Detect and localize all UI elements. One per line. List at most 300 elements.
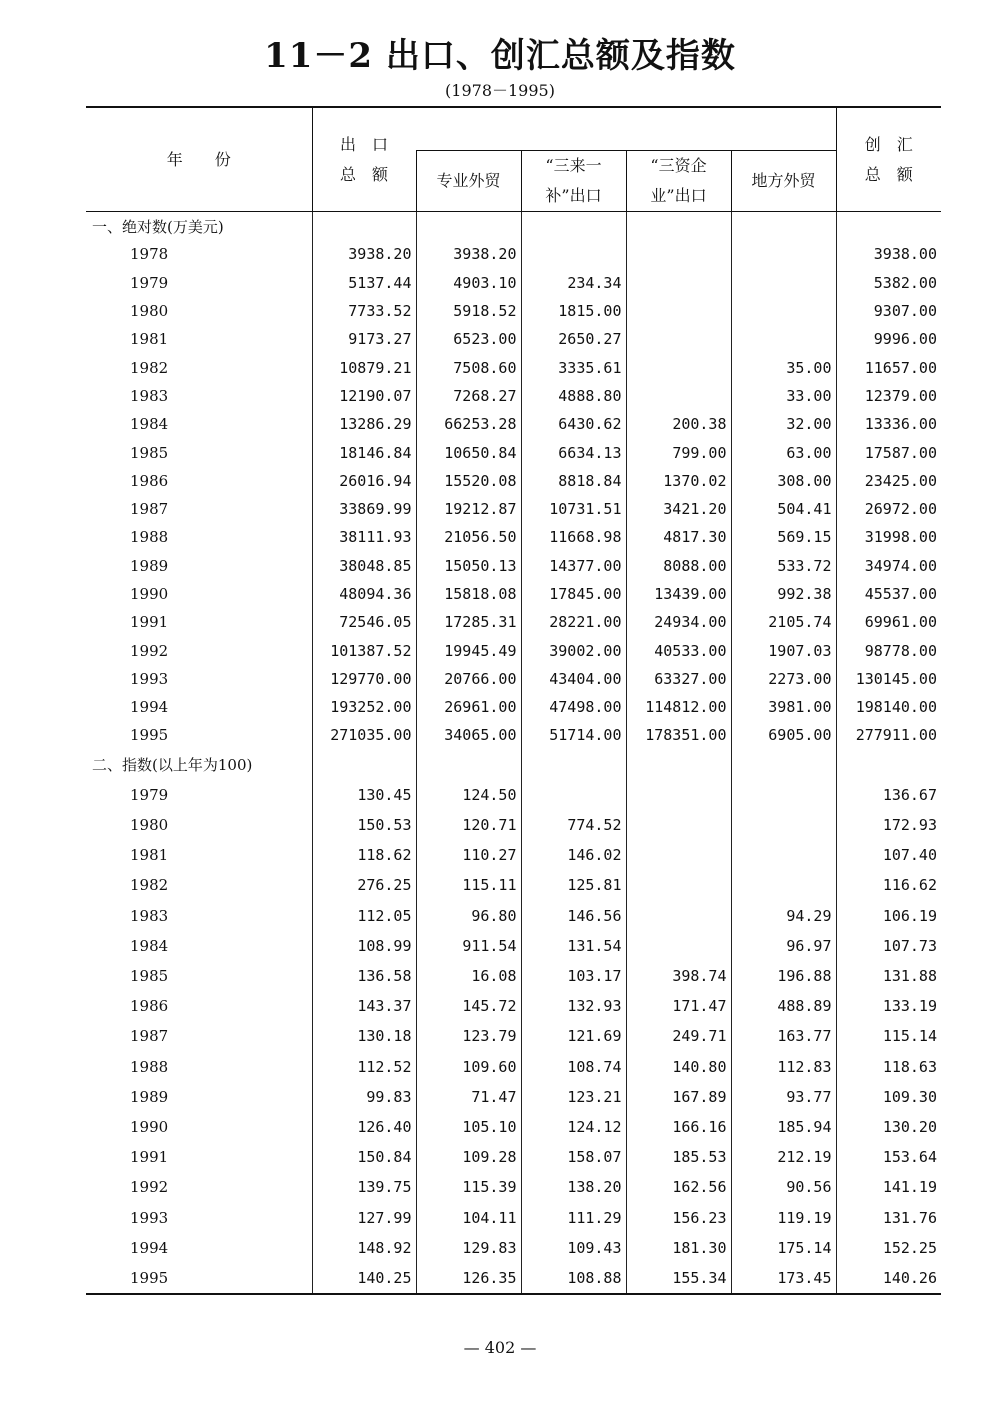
processing-export-cell: 43404.00 [521,665,626,693]
table-row [86,1052,941,1082]
foreign-invested-export-cell: 166.16 [626,1112,731,1142]
specialized-trade-cell: 105.10 [416,1112,521,1142]
specialized-trade-cell: 115.39 [416,1172,521,1202]
local-trade-cell: 35.00 [731,353,836,381]
processing-export-cell: 158.07 [521,1142,626,1172]
empty-cell [731,212,836,241]
foreign-invested-export-cell: 171.47 [626,991,731,1021]
table-row [86,1263,941,1294]
table-row [86,991,941,1021]
local-trade-cell: 185.94 [731,1112,836,1142]
specialized-trade-cell: 15520.08 [416,467,521,495]
foreign-invested-export-cell: 799.00 [626,438,731,466]
export-total-cell: 112.52 [312,1052,416,1082]
local-trade-cell: 90.56 [731,1172,836,1202]
earnings-total-cell: 133.19 [836,991,941,1021]
foreign-invested-export-cell [626,325,731,353]
local-trade-cell [731,297,836,325]
empty-cell [626,750,731,780]
local-trade-cell [731,810,836,840]
local-trade-cell: 488.89 [731,991,836,1021]
processing-export-cell: 3335.61 [521,353,626,381]
specialized-trade-cell: 120.71 [416,810,521,840]
table-row [86,1202,941,1232]
local-trade-cell: 33.00 [731,382,836,410]
empty-cell [312,750,416,780]
local-trade-cell: 2273.00 [731,665,836,693]
export-total-cell: 38048.85 [312,552,416,580]
year-cell: 1991 [130,1148,169,1167]
earnings-total-cell: 69961.00 [836,608,941,636]
export-total-cell: 72546.05 [312,608,416,636]
specialized-trade-cell: 123.79 [416,1021,521,1051]
earnings-total-cell: 9996.00 [836,325,941,353]
specialized-trade-cell: 115.11 [416,870,521,900]
processing-export-cell [521,240,626,268]
specialized-trade-cell: 19212.87 [416,495,521,523]
table-row [86,467,941,495]
specialized-trade-cell: 124.50 [416,780,521,810]
earnings-total-cell: 130145.00 [836,665,941,693]
earnings-total-cell: 98778.00 [836,636,941,664]
header-processing-export: “三来一 补”出口 [521,151,626,212]
local-trade-cell: 2105.74 [731,608,836,636]
processing-export-cell: 123.21 [521,1082,626,1112]
specialized-trade-cell: 911.54 [416,931,521,961]
earnings-total-cell: 34974.00 [836,552,941,580]
year-cell: 1990 [130,1117,169,1136]
specialized-trade-cell: 109.28 [416,1142,521,1172]
processing-export-cell: 108.74 [521,1052,626,1082]
earnings-total-cell: 109.30 [836,1082,941,1112]
foreign-invested-export-cell: 167.89 [626,1082,731,1112]
processing-export-cell: 103.17 [521,961,626,991]
section-label: 一、绝对数(万美元) [92,217,224,236]
foreign-invested-export-cell: 140.80 [626,1052,731,1082]
earnings-total-cell: 13336.00 [836,410,941,438]
specialized-trade-cell: 10650.84 [416,438,521,466]
processing-export-cell: 132.93 [521,991,626,1021]
specialized-trade-cell: 15050.13 [416,552,521,580]
earnings-total-cell: 45537.00 [836,580,941,608]
processing-export-cell [521,780,626,810]
table-body [86,212,941,1295]
year-cell: 1985 [130,443,169,462]
header-breakdown-group [416,107,836,151]
earnings-total-cell: 26972.00 [836,495,941,523]
table-row [86,325,941,353]
local-trade-cell [731,240,836,268]
table-row [86,665,941,693]
year-cell: 1986 [130,471,169,490]
page-number: — 402 — [463,1338,537,1357]
empty-cell [312,212,416,241]
processing-export-cell: 121.69 [521,1021,626,1051]
year-cell: 1988 [130,528,169,547]
export-table-container [86,106,941,1295]
earnings-total-cell: 152.25 [836,1233,941,1263]
year-cell: 1995 [86,1263,312,1294]
table-row [86,552,941,580]
year-cell: 1979 [130,273,169,292]
local-trade-cell: 504.41 [731,495,836,523]
table-row [86,693,941,721]
table-row [86,523,941,551]
year-cell: 1992 [130,641,169,660]
foreign-invested-export-cell [626,240,731,268]
export-total-cell: 148.92 [312,1233,416,1263]
processing-export-cell: 124.12 [521,1112,626,1142]
export-earnings-table [86,106,941,1295]
local-trade-cell: 175.14 [731,1233,836,1263]
table-row [86,961,941,991]
year-cell: 1984 [130,415,169,434]
year-cell: 1993 [130,1208,169,1227]
specialized-trade-cell: 71.47 [416,1082,521,1112]
processing-export-cell: 108.88 [521,1263,626,1294]
table-row [86,810,941,840]
table-row [86,901,941,931]
table-row [86,608,941,636]
foreign-invested-export-cell: 155.34 [626,1263,731,1294]
earnings-total-cell: 9307.00 [836,297,941,325]
local-trade-cell [731,325,836,353]
header-local-trade: 地方外贸 [731,151,836,212]
local-trade-cell: 196.88 [731,961,836,991]
foreign-invested-export-cell: 63327.00 [626,665,731,693]
header-foreign-invested-export: “三资企 业”出口 [626,151,731,212]
export-total-cell: 26016.94 [312,467,416,495]
local-trade-cell: 32.00 [731,410,836,438]
earnings-total-cell: 107.73 [836,931,941,961]
earnings-total-cell: 172.93 [836,810,941,840]
earnings-total-cell: 23425.00 [836,467,941,495]
export-total-cell: 10879.21 [312,353,416,381]
year-cell: 1995 [130,726,169,745]
local-trade-cell: 94.29 [731,901,836,931]
local-trade-cell: 212.19 [731,1142,836,1172]
local-trade-cell: 1907.03 [731,636,836,664]
table-row [86,495,941,523]
foreign-invested-export-cell: 4817.30 [626,523,731,551]
year-cell: 1982 [130,358,169,377]
table-row [86,269,941,297]
year-cell: 1986 [130,997,169,1016]
earnings-total-cell: 115.14 [836,1021,941,1051]
processing-export-cell: 8818.84 [521,467,626,495]
table-row [86,721,941,749]
year-cell: 1985 [130,967,169,986]
earnings-total-cell: 11657.00 [836,353,941,381]
empty-cell [416,750,521,780]
earnings-total-cell: 131.76 [836,1202,941,1232]
export-total-cell: 193252.00 [312,693,416,721]
export-total-cell: 127.99 [312,1202,416,1232]
processing-export-cell: 125.81 [521,870,626,900]
year-cell: 1987 [130,1027,169,1046]
export-total-cell: 129770.00 [312,665,416,693]
processing-export-cell: 111.29 [521,1202,626,1232]
export-total-cell: 130.45 [312,780,416,810]
export-total-cell: 12190.07 [312,382,416,410]
export-total-cell: 101387.52 [312,636,416,664]
year-cell: 1990 [130,585,169,603]
year-cell: 1992 [130,1178,169,1197]
specialized-trade-cell: 104.11 [416,1202,521,1232]
specialized-trade-cell: 4903.10 [416,269,521,297]
foreign-invested-export-cell: 24934.00 [626,608,731,636]
earnings-total-cell: 198140.00 [836,693,941,721]
section-label: 二、指数(以上年为100) [92,756,253,775]
section-label-row [86,212,941,241]
local-trade-cell: 308.00 [731,467,836,495]
year-cell: 1980 [130,816,169,835]
foreign-invested-export-cell [626,810,731,840]
specialized-trade-cell: 21056.50 [416,523,521,551]
foreign-invested-export-cell: 156.23 [626,1202,731,1232]
processing-export-cell: 109.43 [521,1233,626,1263]
table-row [86,410,941,438]
table-header [86,107,941,212]
table-row [86,1142,941,1172]
earnings-total-cell: 130.20 [836,1112,941,1142]
foreign-invested-export-cell [626,382,731,410]
earnings-total-cell: 140.26 [836,1263,941,1294]
empty-cell [836,750,941,780]
year-cell: 1989 [130,556,169,575]
specialized-trade-cell: 34065.00 [416,721,521,749]
specialized-trade-cell: 15818.08 [416,580,521,608]
specialized-trade-cell: 19945.49 [416,636,521,664]
specialized-trade-cell: 17285.31 [416,608,521,636]
empty-cell [626,212,731,241]
processing-export-cell: 138.20 [521,1172,626,1202]
year-cell: 1983 [130,386,169,405]
processing-export-cell: 774.52 [521,810,626,840]
year-cell: 1981 [130,846,169,865]
processing-export-cell: 14377.00 [521,552,626,580]
foreign-invested-export-cell: 8088.00 [626,552,731,580]
specialized-trade-cell: 16.08 [416,961,521,991]
foreign-invested-export-cell: 200.38 [626,410,731,438]
empty-cell [521,212,626,241]
export-total-cell: 108.99 [312,931,416,961]
foreign-invested-export-cell [626,269,731,297]
specialized-trade-cell: 96.80 [416,901,521,931]
foreign-invested-export-cell [626,840,731,870]
export-total-cell: 276.25 [312,870,416,900]
export-total-cell: 33869.99 [312,495,416,523]
specialized-trade-cell: 7508.60 [416,353,521,381]
year-cell: 1988 [130,1057,169,1076]
local-trade-cell [731,840,836,870]
processing-export-cell: 11668.98 [521,523,626,551]
export-total-cell: 9173.27 [312,325,416,353]
year-cell: 1979 [130,785,169,804]
earnings-total-cell: 17587.00 [836,438,941,466]
local-trade-cell: 163.77 [731,1021,836,1051]
processing-export-cell: 39002.00 [521,636,626,664]
export-total-cell: 5137.44 [312,269,416,297]
year-cell: 1989 [130,1087,169,1106]
export-total-cell: 38111.93 [312,523,416,551]
earnings-total-cell: 277911.00 [836,721,941,749]
specialized-trade-cell: 26961.00 [416,693,521,721]
processing-export-cell: 17845.00 [521,580,626,608]
table-row [86,580,941,608]
foreign-invested-export-cell: 185.53 [626,1142,731,1172]
specialized-trade-cell: 129.83 [416,1233,521,1263]
export-total-cell: 139.75 [312,1172,416,1202]
earnings-total-cell: 153.64 [836,1142,941,1172]
processing-export-cell: 131.54 [521,931,626,961]
export-total-cell: 150.84 [312,1142,416,1172]
processing-export-cell: 234.34 [521,269,626,297]
header-year: 年 份 [86,107,312,212]
local-trade-cell: 112.83 [731,1052,836,1082]
processing-export-cell: 146.02 [521,840,626,870]
table-row [86,1082,941,1112]
foreign-invested-export-cell: 178351.00 [626,721,731,749]
local-trade-cell: 992.38 [731,580,836,608]
year-cell: 1987 [130,500,169,519]
header-export-total: 出 口 总 额 [312,107,416,212]
table-row [86,297,941,325]
processing-export-cell: 28221.00 [521,608,626,636]
local-trade-cell: 63.00 [731,438,836,466]
earnings-total-cell: 141.19 [836,1172,941,1202]
processing-export-cell: 4888.80 [521,382,626,410]
table-row [86,438,941,466]
table-row [86,636,941,664]
foreign-invested-export-cell: 162.56 [626,1172,731,1202]
specialized-trade-cell: 6523.00 [416,325,521,353]
export-total-cell: 13286.29 [312,410,416,438]
local-trade-cell [731,870,836,900]
processing-export-cell: 1815.00 [521,297,626,325]
foreign-invested-export-cell: 1370.02 [626,467,731,495]
year-range-subtitle: (1978－1995) [445,81,555,100]
earnings-total-cell: 5382.00 [836,269,941,297]
foreign-invested-export-cell [626,901,731,931]
foreign-invested-export-cell [626,780,731,810]
export-total-cell: 48094.36 [312,580,416,608]
year-cell: 1982 [130,876,169,895]
earnings-total-cell: 12379.00 [836,382,941,410]
header-specialized-trade: 专业外贸 [416,151,521,212]
table-row [86,931,941,961]
processing-export-cell: 146.56 [521,901,626,931]
local-trade-cell: 173.45 [731,1263,836,1294]
local-trade-cell: 533.72 [731,552,836,580]
export-total-cell: 271035.00 [312,721,416,749]
specialized-trade-cell: 145.72 [416,991,521,1021]
foreign-invested-export-cell: 181.30 [626,1233,731,1263]
table-row [86,1233,941,1263]
export-total-cell: 150.53 [312,810,416,840]
local-trade-cell [731,780,836,810]
year-cell: 1980 [130,302,169,321]
header-earnings-total: 创 汇 总 额 [836,107,941,212]
empty-cell [836,212,941,241]
foreign-invested-export-cell [626,870,731,900]
year-cell: 1981 [130,330,169,349]
processing-export-cell: 6634.13 [521,438,626,466]
specialized-trade-cell: 126.35 [416,1263,521,1294]
foreign-invested-export-cell: 13439.00 [626,580,731,608]
earnings-total-cell: 136.67 [836,780,941,810]
specialized-trade-cell: 7268.27 [416,382,521,410]
local-trade-cell: 569.15 [731,523,836,551]
table-row [86,780,941,810]
table-row [86,870,941,900]
specialized-trade-cell: 20766.00 [416,665,521,693]
table-row [86,382,941,410]
foreign-invested-export-cell [626,297,731,325]
local-trade-cell: 3981.00 [731,693,836,721]
earnings-total-cell: 3938.00 [836,240,941,268]
section-label-row [86,750,941,780]
processing-export-cell: 10731.51 [521,495,626,523]
export-total-cell: 140.25 [312,1263,416,1294]
export-total-cell: 18146.84 [312,438,416,466]
empty-cell [521,750,626,780]
foreign-invested-export-cell: 40533.00 [626,636,731,664]
export-total-cell: 143.37 [312,991,416,1021]
year-cell: 1993 [130,669,169,688]
foreign-invested-export-cell: 398.74 [626,961,731,991]
foreign-invested-export-cell: 249.71 [626,1021,731,1051]
earnings-total-cell: 118.63 [836,1052,941,1082]
page-title: 11－2 出口、创汇总额及指数 [264,36,736,76]
table-row [86,1172,941,1202]
earnings-total-cell: 116.62 [836,870,941,900]
year-cell: 1983 [130,906,169,925]
earnings-total-cell: 107.40 [836,840,941,870]
processing-export-cell: 2650.27 [521,325,626,353]
local-trade-cell: 93.77 [731,1082,836,1112]
local-trade-cell: 119.19 [731,1202,836,1232]
export-total-cell: 126.40 [312,1112,416,1142]
year-cell: 1994 [130,1238,169,1257]
empty-cell [731,750,836,780]
table-row [86,240,941,268]
foreign-invested-export-cell [626,931,731,961]
local-trade-cell: 6905.00 [731,721,836,749]
local-trade-cell [731,269,836,297]
table-row [86,353,941,381]
table-row [86,1112,941,1142]
export-total-cell: 136.58 [312,961,416,991]
foreign-invested-export-cell: 3421.20 [626,495,731,523]
export-total-cell: 99.83 [312,1082,416,1112]
year-cell: 1991 [130,613,169,632]
export-total-cell: 118.62 [312,840,416,870]
specialized-trade-cell: 3938.20 [416,240,521,268]
export-total-cell: 130.18 [312,1021,416,1051]
empty-cell [416,212,521,241]
year-cell: 1978 [130,245,169,264]
specialized-trade-cell: 66253.28 [416,410,521,438]
export-total-cell: 3938.20 [312,240,416,268]
specialized-trade-cell: 5918.52 [416,297,521,325]
processing-export-cell: 51714.00 [521,721,626,749]
processing-export-cell: 6430.62 [521,410,626,438]
specialized-trade-cell: 109.60 [416,1052,521,1082]
table-row [86,1021,941,1051]
specialized-trade-cell: 110.27 [416,840,521,870]
export-total-cell: 7733.52 [312,297,416,325]
